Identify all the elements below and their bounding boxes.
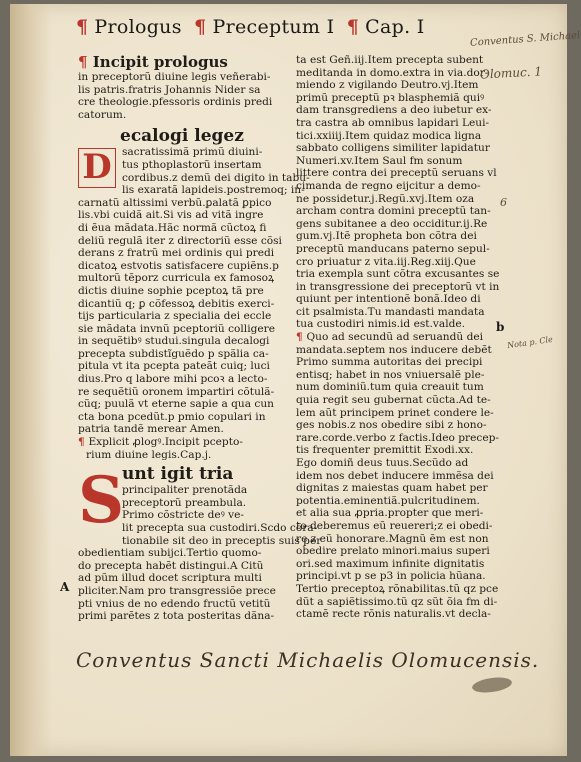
text-line: preceptorũ preambula. — [122, 496, 247, 509]
text-line: meditanda in domo.extra in via.dor- — [296, 66, 489, 79]
text-line: obedire prelato minori.maius superi — [296, 545, 490, 558]
running-head-cap: Cap. I — [365, 16, 425, 38]
text-line: obedientiam subijci.Tertio quomo- — [78, 547, 262, 560]
para-mark: ¶ — [194, 16, 207, 38]
initial-d: D — [78, 148, 116, 188]
text-line: tra castra ab omnibus lapidari Leui- — [296, 116, 490, 129]
text-line: mandata.septem nos inducere debẽt — [296, 343, 492, 356]
text-line: dũt a sapiẽtissimo.tũ qz sũt õia fm di- — [296, 595, 498, 608]
margin-note-top-2: Olomuc. 1 — [479, 64, 543, 82]
text-line: patria tandẽ merear Amen. — [78, 423, 224, 436]
text-line: ori.sed maximum infinite dignitatis — [296, 557, 485, 570]
text-line: tua custodiri nimis.id est.valde. — [296, 318, 466, 331]
text-line: ad pũm illud docet scriptura multi — [78, 572, 262, 585]
margin-letter-b: b — [496, 320, 505, 334]
text-line: principaliter prenotãda — [122, 484, 248, 497]
text-line: dignitas z maiestas quam habet per — [296, 482, 488, 495]
text-line: tis frequenter premittit Exodi.xx. — [296, 444, 474, 457]
text-line: cimanda de regno eijcitur a demo- — [296, 179, 481, 192]
text-line: gens subitanee a deo occiditur.ij.Re — [296, 217, 488, 230]
margin-letter-a: A — [60, 580, 70, 594]
text-line: cta bona pcedũt.p pmio copulari in — [78, 410, 266, 423]
decalogi-heading: ecalogi legez — [120, 126, 244, 147]
text-line: ne possidetur.j.Regũ.xvj.Item oza — [296, 192, 475, 205]
text-line: idem nos debet inducere immẽsa dei — [296, 469, 494, 482]
text-line: tria exempla sunt cõtra excusantes se — [296, 268, 500, 281]
page-gutter — [10, 4, 52, 756]
text-line: principi.vt p se p3 in policia hũana. — [296, 570, 486, 583]
initial-s: S — [78, 463, 125, 539]
para-mark: ¶ — [346, 16, 360, 38]
running-head-preceptum: Preceptum I — [212, 16, 335, 38]
sunt-heading: unt igit tria — [122, 464, 234, 485]
text-line: potentia.eminentiã.pulcritudinem. — [296, 494, 480, 507]
text-line: quiunt per intentionẽ bonã.Ideo di — [296, 293, 481, 306]
text-line: et alia sua ꝓpria.propter que meri- — [296, 507, 484, 520]
text-line: in sequẽtibꝰ studui.singula decalogi — [78, 335, 270, 348]
text-line: cordibus.z demũ dei digito in tabu- — [122, 171, 310, 184]
para-mark: ¶ — [76, 16, 89, 38]
sunt-block — [78, 463, 322, 623]
text-line: precepta subdistĩguẽdo p spãlia ca- — [78, 347, 269, 360]
text-line: rare.corde.verbo z factis.Ideo precep- — [296, 431, 499, 444]
text-line: deliũ regulã iter z directoriũ esse cõsi — [78, 234, 282, 247]
text-line: sie mãdata invnũ pceptoriũ colligere — [78, 322, 275, 335]
text-line: cre theologie.pfessoris ordinis predi — [78, 96, 273, 109]
text-line: di ẽua mãdata.Hãc normã cũctoꝝ fi — [78, 221, 267, 234]
text-line: re z eũ honorare.Magnũ ẽm est non — [296, 532, 489, 545]
text-line: tici.xxiiij.Item quidaz modica ligna — [296, 129, 482, 142]
text-line: sabbato colligens similiter lapidatur — [296, 142, 490, 155]
text-line: ta est Geñ.iij.Item precepta subent — [296, 54, 484, 66]
text-line: pti vnius de no edendo fructũ vetitũ — [78, 597, 271, 610]
text-line: dicantiũ q; ꝑ cõfessoꝝ debitis exerci- — [78, 297, 275, 310]
text-line: lem aũt principem prinet condere le- — [296, 406, 494, 419]
running-head — [76, 16, 476, 44]
left-column — [78, 53, 322, 623]
text-line: lit precepta sua custodiri.Scdo cõra- — [122, 522, 318, 534]
text-line: derans z fratrũ mei ordinis qui predi — [78, 247, 275, 260]
text-line: quia regit seu gubernat cũcta.Ad te- — [296, 394, 491, 407]
text-line: do precepta habẽt distingui.A Citũ — [78, 559, 264, 572]
text-line: Primo cõstricte deꝰ ve- — [122, 509, 244, 522]
text-line: preceptũ manducans paterno sepul- — [296, 242, 490, 255]
manuscript-page — [10, 4, 581, 756]
text-line: primũ preceptũ pꝛ blasphemiã quiꝰ — [296, 91, 485, 104]
text-line: tijs particularia z specialia dei eccle — [78, 310, 272, 323]
text-line: num dominiũ.tum quia creauit tum — [296, 381, 484, 394]
text-line: multorũ tẽporz curricula ex famosoꝝ — [78, 272, 275, 285]
margin-note-six: 6 — [500, 196, 507, 209]
text-line: in transgressione dei preceptorũ vt in — [296, 280, 500, 293]
text-line-content: Quo ad secundũ ad seruandũ dei — [306, 331, 484, 344]
text-line: lis exaratã lapideis.postremoq; in- — [122, 184, 305, 197]
text-line: catorum. — [78, 108, 127, 121]
text-line: pitula vt ita pcepta pateãt cuiq; luci — [78, 360, 270, 373]
text-line: lis patris.fratris Johannis Nider sa — [78, 83, 261, 96]
explicit-text: Explicit ꝓlogꝰ.Incipit pcepto- — [88, 436, 243, 449]
text-line: ges nobis.z nos obedire sibi z hono- — [296, 419, 487, 432]
text-line: lis.vbi cuidã ait.Si vis ad vitã ingre — [78, 209, 264, 222]
text-line: tus pthoplastorũ insertam — [122, 158, 262, 171]
text-line: Ego domiñ deus tuus.Secũdo ad — [296, 457, 469, 469]
text-line: re sequẽtiũ oronem impartiri cõtulã- — [78, 385, 275, 398]
running-head-prologus: Prologus — [94, 16, 182, 38]
text-line: archam contra domini preceptũ tan- — [296, 205, 491, 218]
text-line: Tertio preceptoꝝ rõnabilitas.tũ qz pce — [296, 582, 499, 595]
text-line: dicatoꝝ estvotis satisfacere cupiẽns.p — [78, 259, 279, 272]
text-line: littere contra dei preceptũ seruans vl — [296, 167, 497, 180]
text-line: dam transgrediens a deo iubetur ex- — [296, 104, 492, 117]
text-line: miendo z vigilando Deutro.vj.Item — [296, 79, 479, 92]
text-line: tionabile sit deo in preceptis suis per — [122, 534, 322, 547]
text-line: cit psalmista.Tu mandasti mandata — [296, 305, 485, 318]
text-line: cũq; puulã vt eterne sapie a qua cun — [78, 398, 275, 411]
text-line: carnatũ altissimi verbũ.ꝑalatã ꝑpico — [78, 196, 272, 209]
decalogi-block — [78, 126, 310, 436]
text-line: dius.Pro q labore mihi pcoꝛ a lecto- — [78, 373, 268, 386]
text-line: ctamẽ recte rõnis naturalis.vt decla- — [296, 608, 491, 621]
incipit-heading: ¶ Incipit prologus — [78, 53, 228, 71]
text-line: Numeri.xv.Item Saul fm sonum — [296, 154, 463, 167]
text-line: in preceptorũ diuine legis veñerabi- — [78, 71, 271, 83]
text-line: pliciter.Nam pro transgressiõe prece — [78, 584, 276, 597]
text-line: Primo summa autoritas dei precipi — [296, 356, 483, 369]
text-line: cro priuatur z vita.iij.Reg.xiij.Que — [296, 255, 476, 268]
text-line: sacratissimã primũ diuini- — [122, 146, 263, 159]
margin-note-top: Conventus S. Michael — [469, 30, 581, 49]
text-line: primi parẽtes z tota posteritas dãna- — [78, 610, 275, 623]
text-line: ¶ Quo ad secundũ ad seruandũ dei — [296, 331, 484, 344]
text-line: entisq; habet in nos vniuersalẽ ple- — [296, 368, 485, 381]
text-line: dictis diuine sophie pceptoꝝ tã pre — [78, 284, 264, 297]
ownership-inscription: Conventus Sancti Michaelis Olomucensis. — [76, 648, 540, 672]
text-line: to deberemus eũ reuereri;z ei obedi- — [296, 519, 493, 532]
ink-smudge — [471, 675, 513, 694]
right-column — [296, 54, 504, 621]
explicit-line: ¶ Explicit ꝓlogꝰ.Incipit pcepto- — [78, 436, 243, 449]
incipit-text: Incipit prologus — [92, 53, 228, 71]
explicit-line: rium diuine legis.Cap.j. — [86, 448, 212, 461]
text-line: gum.vj.Itẽ propheta bon cõtra dei — [296, 230, 477, 243]
margin-note-side: Nota p. Cle — [506, 334, 554, 351]
